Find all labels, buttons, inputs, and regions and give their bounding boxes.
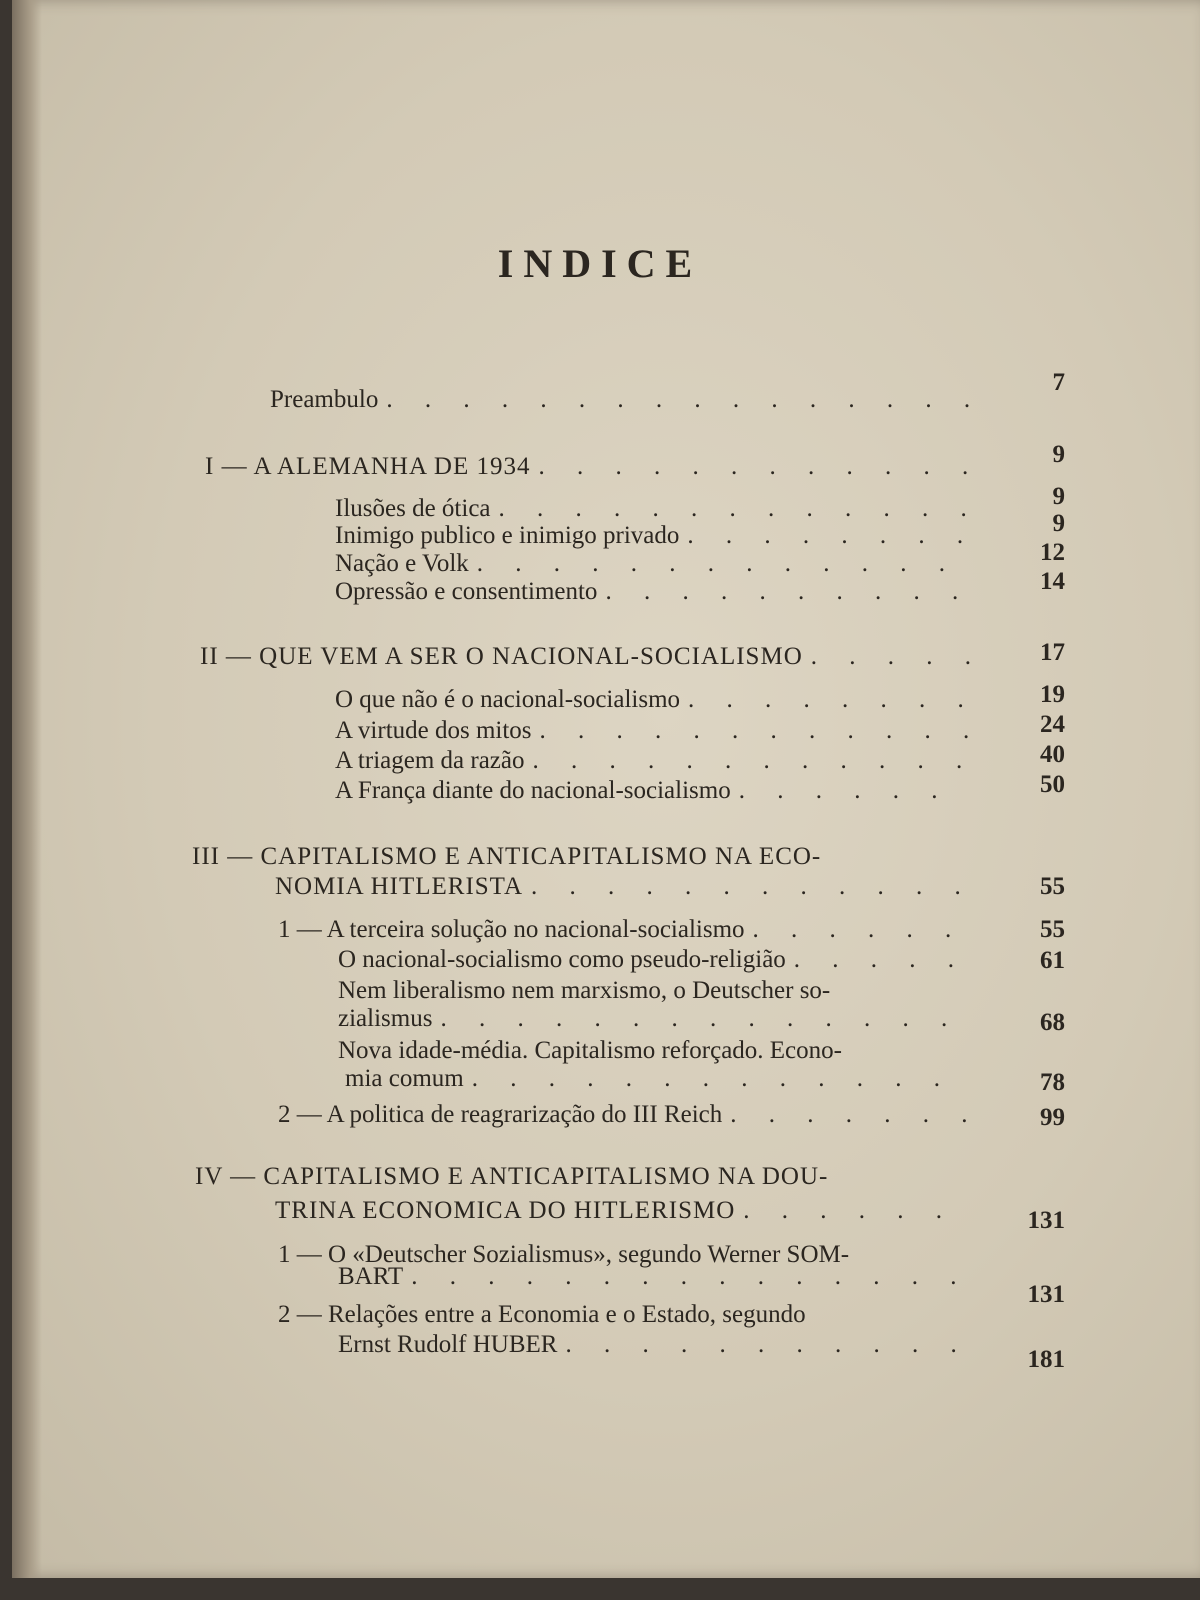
leader-dots [680, 685, 970, 715]
toc-chapter-4 [275, 1196, 970, 1226]
leader-dots [745, 915, 970, 945]
leader-dots [464, 1064, 970, 1094]
leader-dots [491, 494, 970, 524]
toc-chapter-1 [205, 452, 970, 482]
book-spine [12, 0, 42, 1578]
toc-entry-preambulo [270, 385, 970, 415]
toc-entry-label: BART [338, 1263, 404, 1290]
toc-page-number: 14 [1040, 568, 1065, 595]
leader-dots [722, 1100, 970, 1130]
toc-chapter-2 [200, 642, 970, 672]
toc-page-number: 9 [1052, 510, 1065, 537]
leader-dots [530, 452, 970, 482]
leader-dots [525, 746, 971, 776]
toc-entry-label: A triagem da razão [335, 747, 525, 774]
toc-entry-2-2 [335, 716, 970, 746]
toc-entry-label: Inimigo publico e inimigo privado [335, 522, 680, 549]
toc-entry-1-3 [335, 549, 970, 579]
toc-chapter-4-line1: IV — CAPITALISMO E ANTICAPITALISMO NA DOU- [195, 1163, 829, 1190]
toc-entry-2-3 [335, 746, 970, 776]
leader-dots [679, 521, 970, 551]
toc-page-number: 12 [1040, 539, 1065, 566]
toc-entry-4-2-line1: 2 — Relações entre a Economia e o Estado, segundo [278, 1301, 806, 1328]
toc-entry-label: NOMIA HITLERISTA [275, 873, 524, 900]
toc-entry-3-4 [345, 1064, 970, 1094]
toc-entry-label: Nação e Volk [335, 550, 469, 577]
toc-entry-label: A virtude dos mitos [335, 717, 532, 744]
toc-entry-label: II — QUE VEM A SER O NACIONAL-SOCIALISMO [200, 643, 803, 670]
leader-dots [378, 385, 970, 415]
toc-entry-3-5 [278, 1100, 970, 1130]
toc-entry-label: Ernst Rudolf HUBER [338, 1331, 558, 1358]
toc-entry-2-1 [335, 685, 970, 715]
toc-entry-label: I — A ALEMANHA DE 1934 [205, 453, 531, 480]
leader-dots [403, 1262, 970, 1292]
toc-entry-label: O que não é o nacional-socialismo [335, 686, 681, 713]
toc-page-number: 55 [1040, 916, 1065, 943]
toc-entry-3-1 [278, 915, 970, 945]
toc-page-number: 50 [1040, 771, 1065, 798]
toc-page-number: 55 [1040, 873, 1065, 900]
toc-entry-4-1 [338, 1262, 970, 1292]
toc-page-number: 9 [1052, 441, 1065, 468]
toc-page-number: 68 [1040, 1009, 1065, 1036]
toc-entry-label: 2 — A politica de reagrarização do III Reich [278, 1101, 723, 1128]
toc-entry-label: zialismus [338, 1005, 433, 1032]
toc-page-number: 181 [1027, 1346, 1065, 1373]
toc-entry-4-1-line1: 1 — O «Deutscher Sozialismus», segundo Werner SOM- [278, 1241, 850, 1268]
leader-dots [803, 642, 970, 672]
leader-dots [557, 1330, 970, 1360]
toc-page-number: 9 [1052, 483, 1065, 510]
toc-entry-label: O nacional-socialismo como pseudo-religião [338, 946, 786, 973]
toc-entry-label: Ilusões de ótica [335, 495, 491, 522]
toc-page-number: 17 [1040, 639, 1065, 666]
toc-entry-label: TRINA ECONOMICA DO HITLERISMO [275, 1197, 736, 1224]
page-title: INDICE [497, 241, 703, 286]
toc-entry-label: Preambulo [270, 386, 379, 413]
toc-entry-3-4-line1: Nova idade-média. Capitalismo reforçado. Econo- [338, 1037, 842, 1064]
toc-entry-3-3 [338, 1004, 970, 1034]
toc-entry-1-4 [335, 577, 970, 607]
toc-page-number: 7 [1052, 369, 1065, 396]
toc-page-number: 131 [1027, 1281, 1065, 1308]
leader-dots [731, 776, 970, 806]
toc-page-number: 78 [1040, 1069, 1065, 1096]
toc-entry-3-2 [338, 945, 970, 975]
toc-entry-label: Opressão e consentimento [335, 578, 598, 605]
toc-entry-label: A França diante do nacional-socialismo [335, 777, 731, 804]
leader-dots [597, 577, 970, 607]
leader-dots [432, 1004, 970, 1034]
leader-dots [532, 716, 970, 746]
toc-entry-label: 1 — A terceira solução no nacional-socialismo [278, 916, 745, 943]
toc-entry-1-1 [335, 494, 970, 524]
toc-page-number: 24 [1040, 711, 1065, 738]
toc-chapter-3 [275, 872, 970, 902]
toc-entry-4-2 [338, 1330, 970, 1360]
leader-dots [469, 549, 970, 579]
leader-dots [523, 872, 970, 902]
leader-dots [735, 1196, 970, 1226]
toc-entry-label: mia comum [345, 1065, 464, 1092]
toc-page-number: 131 [1027, 1207, 1065, 1234]
toc-entry-2-4 [335, 776, 970, 806]
toc-page-number: 40 [1040, 741, 1065, 768]
toc-page-number: 19 [1040, 681, 1065, 708]
leader-dots [786, 945, 970, 975]
toc-chapter-3-line1: III — CAPITALISMO E ANTICAPITALISMO NA ECO- [192, 843, 822, 870]
toc-entry-3-3-line1: Nem liberalismo nem marxismo, o Deutscher so- [338, 977, 831, 1004]
toc-entry-1-2 [335, 521, 970, 551]
toc-page-number: 99 [1040, 1104, 1065, 1131]
toc-page-number: 61 [1040, 947, 1065, 974]
